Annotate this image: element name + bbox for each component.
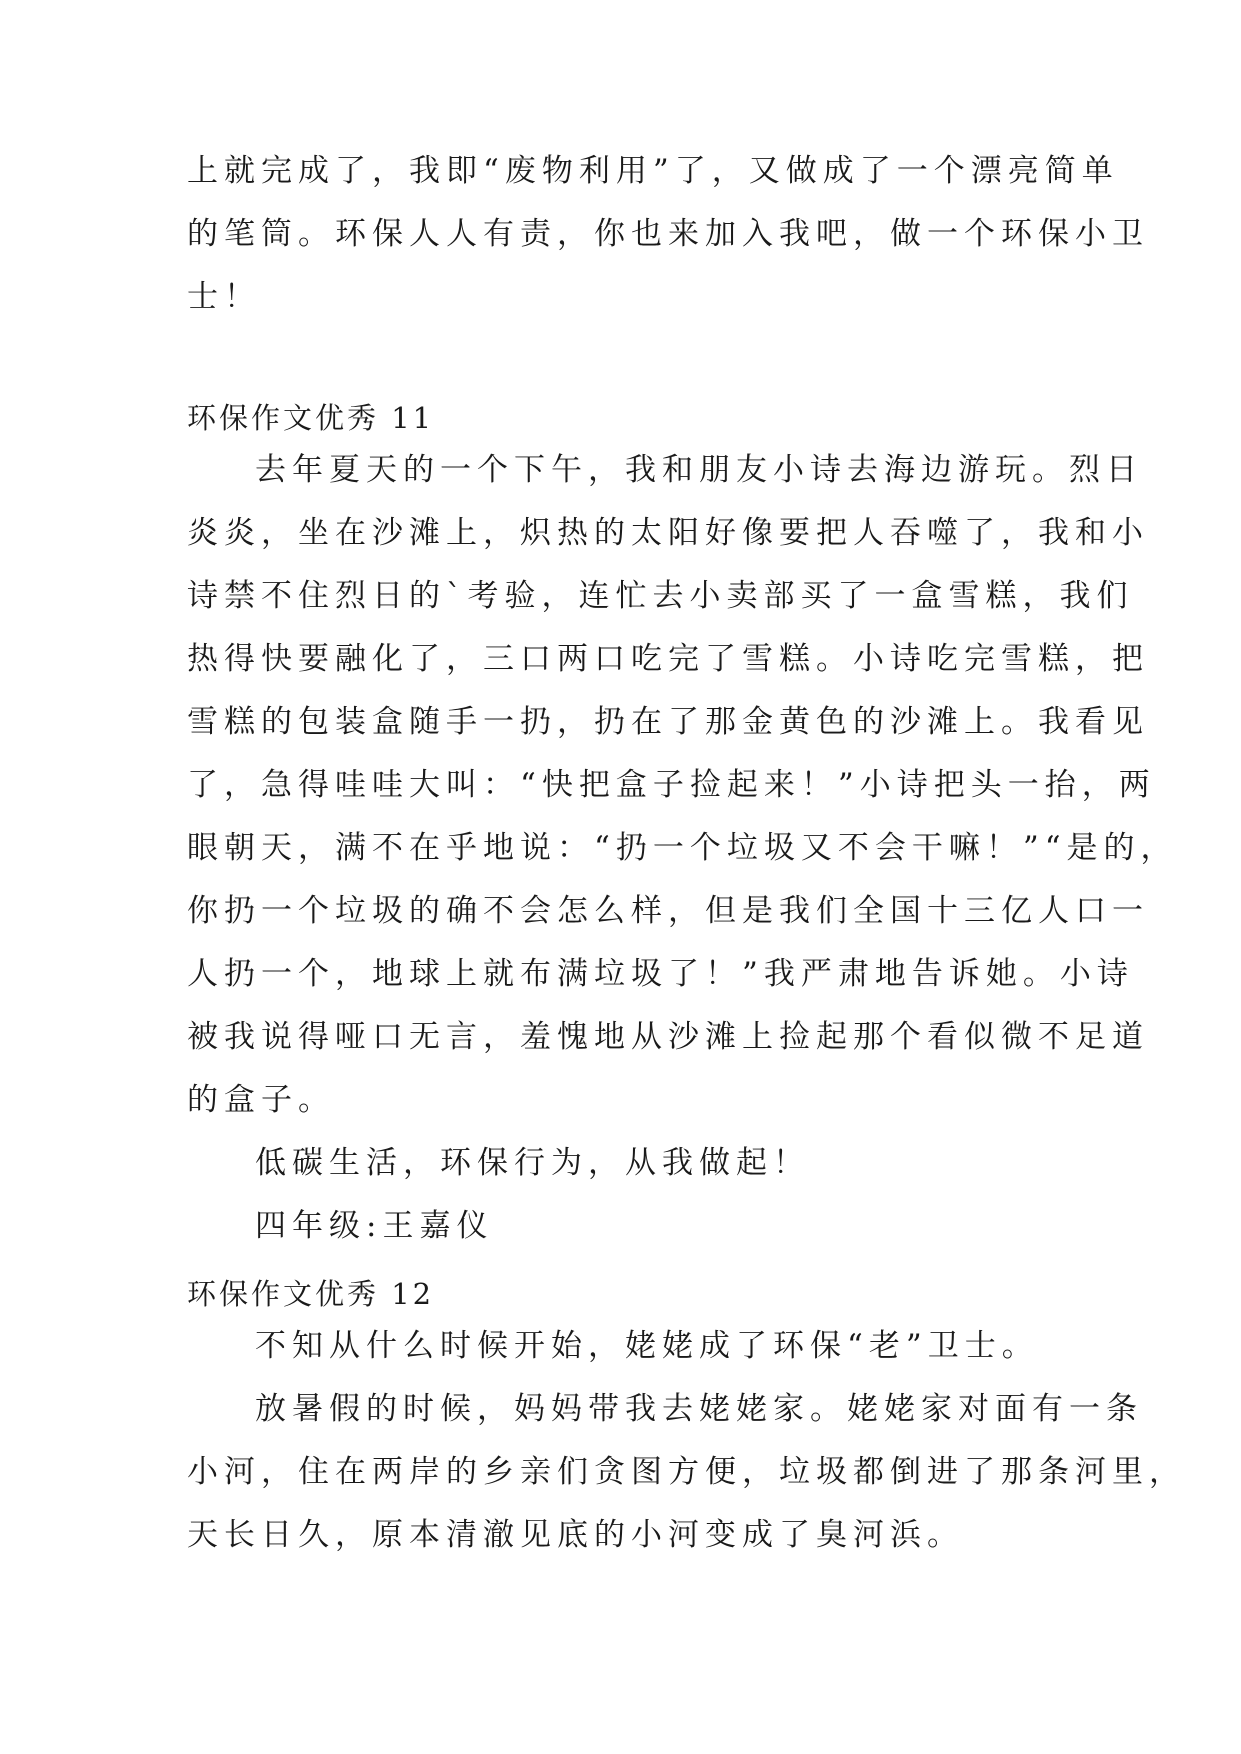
text-line: 去年夏天的一个下午，我和朋友小诗去海边游玩。烈日 (255, 452, 1143, 488)
text-line: 的盒子。 (187, 1082, 335, 1118)
essay-11-body (187, 439, 1178, 1258)
essay-title: 环保作文优秀 11 (187, 401, 435, 435)
text-line: 人扔一个，地球上就布满垃圾了！”我严肃地告诉她。小诗 (187, 956, 1134, 992)
text-line: 放暑假的时候，妈妈带我去姥姥家。姥姥家对面有一条 (255, 1391, 1143, 1427)
text-line: 你扔一个垃圾的确不会怎么样，但是我们全国十三亿人口一 (187, 893, 1149, 929)
text-line: 不知从什么时候开始，姥姥成了环保“老”卫士。 (255, 1328, 1039, 1364)
text-line: 炎炎，坐在沙滩上，炽热的太阳好像要把人吞噬了，我和小 (187, 515, 1149, 551)
author-line: 四年级:王嘉仪 (255, 1208, 494, 1244)
text-line: 士！ (187, 279, 261, 315)
text-line: 诗禁不住烈日的`考验，连忙去小卖部买了一盒雪糕，我们 (187, 578, 1134, 614)
essay-title: 环保作文优秀 12 (187, 1277, 435, 1311)
text-line: 的笔筒。环保人人有责，你也来加入我吧，做一个环保小卫 (187, 216, 1149, 252)
text-line: 上就完成了，我即“废物利用”了，又做成了一个漂亮简单 (187, 153, 1119, 189)
text-line: 小河，住在两岸的乡亲们贪图方便，垃圾都倒进了那条河里， (187, 1454, 1186, 1490)
text-line: 天长日久，原本清澈见底的小河变成了臭河浜。 (187, 1517, 964, 1553)
text-line: 热得快要融化了，三口两口吃完了雪糕。小诗吃完雪糕，把 (187, 641, 1149, 677)
intro-paragraph (187, 140, 1149, 329)
text-line: 雪糕的包装盒随手一扔，扔在了那金黄色的沙滩上。我看见 (187, 704, 1149, 740)
text-line: 了，急得哇哇大叫：“快把盒子捡起来！”小诗把头一抬，两 (187, 767, 1156, 803)
slogan-line: 低碳生活，环保行为，从我做起！ (255, 1145, 810, 1181)
text-line: 被我说得哑口无言，羞愧地从沙滩上捡起那个看似微不足道 (187, 1019, 1149, 1055)
text-line: 眼朝天，满不在乎地说：“扔一个垃圾又不会干嘛！”“是的， (187, 830, 1178, 866)
essay-12-body (187, 1315, 1186, 1567)
